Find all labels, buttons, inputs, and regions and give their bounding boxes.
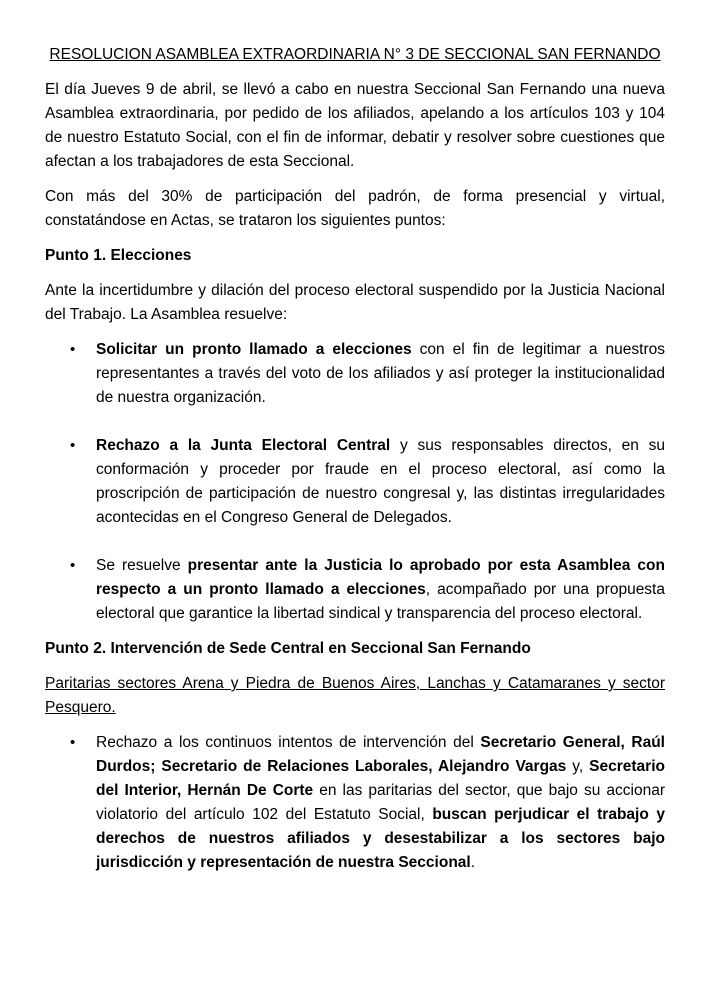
bullet-text: y sus responsables directos, en su conformación y proceder por fraude en el proceso electoral, así como la proscripción de participación de nuestro congresal y, las distintas irregularidades acontecidas en el Congreso General de Delegados.	[96, 437, 665, 526]
intro-paragraph-1: El día Jueves 9 de abril, se llevó a cabo en nuestra Seccional San Fernando una nueva Asamblea extraordinaria, por pedido de los afiliados, apelando a los artículos 103 y 104 de nuestro Estatuto Social, con el fin de informar, debatir y resolver sobre cuestiones que afectan a los trabajadores de esta Seccional.	[45, 81, 665, 170]
bullet-bold-text: Secretario del Interior, Hernán De Corte	[96, 758, 665, 799]
punto-2-list	[45, 731, 665, 875]
bullet-icon: •	[70, 557, 76, 574]
bullet-bold-text: Rechazo a la Junta Electoral Central	[96, 437, 391, 454]
bullet-text: .	[470, 854, 476, 871]
punto-1-list	[45, 338, 665, 626]
punto-2-subheading: Paritarias sectores Arena y Piedra de Buenos Aires, Lanchas y Catamaranes y sector Pesquero.	[45, 675, 665, 716]
bullet-bold-text: Solicitar un pronto llamado a elecciones	[96, 341, 412, 358]
list-item	[45, 434, 665, 530]
bullet-icon: •	[70, 437, 76, 454]
list-item	[45, 554, 665, 626]
bullet-text: con el fin de legitimar a nuestros representantes a través del voto de los afiliados y así proteger la institucionalidad de nuestra organización.	[96, 341, 665, 406]
document-title: RESOLUCION ASAMBLEA EXTRAORDINARIA N° 3 DE SECCIONAL SAN FERNANDO	[49, 46, 661, 63]
punto-1-text: Ante la incertidumbre y dilación del proceso electoral suspendido por la Justicia Nacional del Trabajo. La Asamblea resuelve:	[45, 282, 665, 323]
bullet-text: Se resuelve	[96, 557, 188, 574]
bullet-bold-text: buscan perjudicar el trabajo y derechos de nuestros afiliados y desestabilizar a los sectores bajo jurisdicción y representación de nuestra Seccional	[96, 806, 665, 871]
bullet-icon: •	[70, 341, 76, 358]
bullet-bold-text: Secretario General, Raúl Durdos; Secretario de Relaciones Laborales, Alejandro Vargas	[96, 734, 665, 775]
bullet-text: Rechazo a los continuos intentos de intervención del	[96, 734, 481, 751]
section-heading-punto-2: Punto 2. Intervención de Sede Central en Seccional San Fernando	[45, 640, 531, 657]
bullet-text: y,	[566, 758, 590, 775]
intro-paragraph-2: Con más del 30% de participación del padrón, de forma presencial y virtual, constatándose en Actas, se trataron los siguientes puntos:	[45, 188, 665, 229]
bullet-bold-text: presentar ante la Justicia lo aprobado por esta Asamblea con respecto a un pronto llamado a elecciones	[96, 557, 665, 598]
bullet-icon: •	[70, 734, 76, 751]
list-item	[45, 731, 665, 875]
bullet-text: en las paritarias del sector, que bajo su accionar violatorio del artículo 102 del Estatuto Social,	[96, 782, 665, 823]
list-item	[45, 338, 665, 410]
bullet-text: , acompañado por una propuesta electoral que garantice la libertad sindical y transparencia del proceso electoral.	[96, 581, 665, 622]
section-heading-punto-1: Punto 1. Elecciones	[45, 247, 192, 264]
